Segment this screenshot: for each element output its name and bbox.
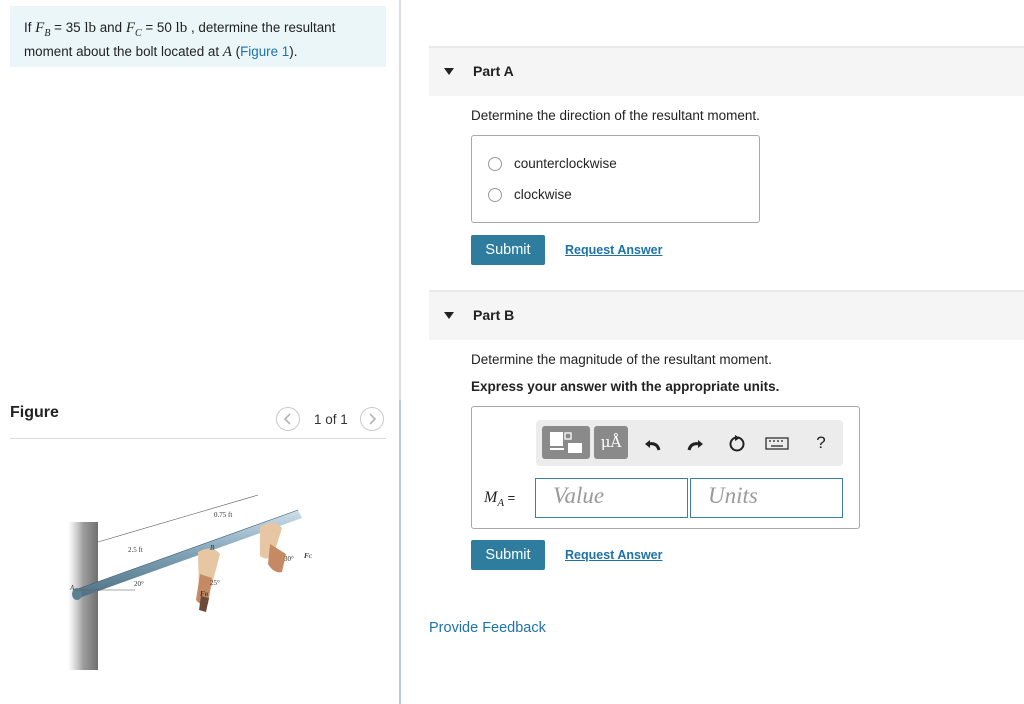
- units-button[interactable]: μÅ: [594, 426, 628, 459]
- part-b-submit-button[interactable]: Submit: [471, 540, 545, 570]
- reset-button[interactable]: [724, 430, 750, 456]
- provide-feedback-link[interactable]: Provide Feedback: [429, 620, 546, 636]
- moment-label: $M_A$ =: [484, 489, 516, 510]
- undo-icon: [641, 430, 667, 456]
- help-button[interactable]: ?: [816, 433, 826, 452]
- chevron-right-icon: [361, 408, 383, 430]
- part-a-header[interactable]: [429, 46, 1024, 96]
- next-figure-button[interactable]: [360, 407, 384, 431]
- force-c-symbol: $F_C$: [125, 20, 142, 39]
- dimension-line: [98, 515, 190, 542]
- templates-icon: [542, 426, 590, 459]
- units-input[interactable]: Units: [690, 478, 843, 518]
- redo-icon: [681, 430, 707, 456]
- part-a-submit-button[interactable]: Submit: [471, 235, 545, 265]
- part-a-label: Part A: [473, 63, 514, 79]
- part-b-label: Part B: [473, 307, 515, 323]
- part-b-header[interactable]: [429, 290, 1024, 340]
- force-label: FC: [304, 552, 313, 560]
- figure-title: Figure: [10, 404, 59, 421]
- figure-pager: [276, 407, 386, 433]
- templates-button[interactable]: [542, 426, 590, 459]
- part-b-instruction: Express your answer with the appropriate units.: [471, 379, 780, 394]
- unit-lb: lb: [175, 20, 188, 36]
- problem-text: If: [24, 20, 36, 35]
- reset-icon: [724, 430, 750, 456]
- value-input[interactable]: Value: [535, 478, 688, 518]
- dim-label: 2.5 ft: [128, 546, 143, 554]
- undo-button[interactable]: [641, 430, 667, 456]
- angle-label: 25°: [210, 579, 220, 587]
- force-b-symbol: $F_B$: [35, 20, 51, 39]
- unit-lb: lb: [84, 20, 97, 36]
- hand-c: [260, 523, 286, 573]
- answer-input-box: [471, 406, 860, 529]
- point-a-symbol: A: [222, 44, 232, 60]
- part-a-question: Determine the direction of the resultant moment.: [471, 108, 760, 123]
- option-label: counterclockwise: [514, 156, 617, 171]
- angle-label: 30°: [284, 555, 294, 563]
- part-a-request-answer-link[interactable]: Request Answer: [565, 243, 663, 257]
- math-toolbar: [536, 420, 843, 466]
- radio-button[interactable]: [488, 188, 502, 202]
- option-label: clockwise: [514, 187, 572, 202]
- redo-button[interactable]: [681, 430, 707, 456]
- collapse-triangle-icon: [444, 68, 454, 75]
- dim-label: 0.75 ft: [214, 511, 233, 519]
- force-label: FB: [200, 590, 209, 598]
- keyboard-button[interactable]: [762, 430, 792, 456]
- keyboard-icon: [762, 430, 792, 456]
- previous-figure-button[interactable]: [276, 407, 300, 431]
- wrench-figure: [60, 492, 340, 672]
- point-label: B: [210, 544, 215, 552]
- part-b-request-answer-link[interactable]: Request Answer: [565, 548, 663, 562]
- figure-counter: 1 of 1: [314, 412, 348, 427]
- chevron-left-icon: [277, 408, 299, 430]
- answer-choices: [471, 135, 760, 223]
- angle-label: 20°: [134, 580, 144, 588]
- radio-button[interactable]: [488, 157, 502, 171]
- part-b-question: Determine the magnitude of the resultant moment.: [471, 352, 772, 367]
- problem-statement: If $F_B = 35$ lb and $F_C = 50$ lb , determine the resultant moment about the bolt located at A (Figure 1).: [10, 6, 386, 67]
- point-label: A: [70, 584, 75, 592]
- panel-divider-handle[interactable]: [399, 400, 401, 704]
- figure-link[interactable]: Figure 1: [240, 44, 290, 59]
- figure-divider: [10, 438, 386, 439]
- collapse-triangle-icon: [444, 312, 454, 319]
